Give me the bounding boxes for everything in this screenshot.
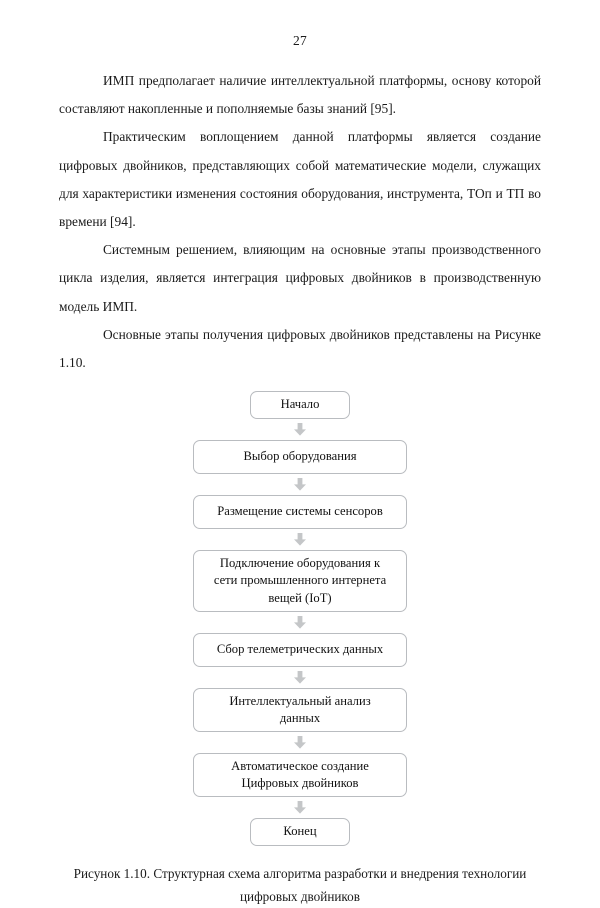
flow-box-select-equipment	[193, 440, 407, 474]
flow-box-connect-iot-label-line3: вещей (IoT)	[268, 590, 332, 605]
body-text-block	[59, 49, 541, 377]
flow-box-connect-iot-label-line2: сети промышленного интернета	[213, 573, 387, 588]
flowchart-node-select-equipment	[59, 440, 541, 474]
flow-box-auto-create-twins	[193, 753, 407, 797]
flow-box-collect-telemetry	[193, 633, 407, 667]
paragraph-2: Практическим воплощением данной платформы является создание цифровых двойников, представляющих собой математические модели, служащих для характеристики изменения состояния оборудования, инструмента, ТОп и ТП во времени [94].	[59, 129, 541, 230]
flow-box-collect-telemetry-label: Сбор телеметрических данных	[216, 642, 384, 657]
figure-caption-line-2: цифровых двойников	[240, 889, 360, 905]
flowchart-node-intelligent-analysis	[59, 688, 541, 732]
flowchart-node-connect-iot	[59, 550, 541, 612]
flowchart-figure	[59, 391, 541, 846]
flowchart-node-place-sensors	[59, 495, 541, 529]
flow-box-auto-create-twins-label-line1: Автоматическое создание	[231, 758, 369, 773]
flow-box-intelligent-analysis-label-line2: данных	[279, 711, 321, 726]
paragraph-1: ИМП предполагает наличие интеллектуальной платформы, основу которой составляют накопленные и пополняемые базы знаний [95].	[59, 73, 541, 117]
flowchart-node-collect-telemetry	[59, 633, 541, 667]
flow-box-start-label: Начало	[280, 397, 320, 412]
flow-box-connect-iot	[193, 550, 407, 612]
paragraph-4: Основные этапы получения цифровых двойников представлены на Рисунке 1.10.	[59, 326, 541, 371]
flow-box-select-equipment-label: Выбор оборудования	[243, 449, 357, 464]
flow-box-auto-create-twins-label-line2: Цифровых двойников	[241, 776, 359, 791]
flow-box-place-sensors	[193, 495, 407, 529]
flowchart-node-end	[59, 818, 541, 846]
arrow-down-icon	[293, 616, 307, 629]
figure-caption-line-1: Рисунок 1.10. Структурная схема алгоритма разработки и внедрения технологии	[73, 866, 527, 882]
flow-box-end	[250, 818, 350, 846]
flow-box-connect-iot-label-line1: Подключение оборудования к	[219, 555, 381, 570]
arrow-down-icon	[293, 478, 307, 491]
flow-box-place-sensors-label: Размещение системы сенсоров	[217, 504, 383, 519]
page-number: 27	[293, 33, 307, 48]
flow-box-intelligent-analysis-label-line1: Интеллектуальный анализ	[229, 693, 371, 708]
paragraph-3: Системным решением, влияющим на основные этапы производственного цикла изделия, является интеграция цифровых двойников в производственную модель ИМП.	[59, 242, 541, 314]
flowchart-node-start	[59, 391, 541, 419]
flow-box-intelligent-analysis	[193, 688, 407, 732]
document-page	[0, 33, 600, 905]
arrow-down-icon	[293, 801, 307, 814]
arrow-down-icon	[293, 423, 307, 436]
arrow-down-icon	[293, 671, 307, 684]
arrow-down-icon	[293, 736, 307, 749]
flow-box-end-label: Конец	[283, 824, 317, 839]
flowchart-node-auto-create-twins	[59, 753, 541, 797]
figure-caption	[59, 862, 541, 908]
arrow-down-icon	[293, 533, 307, 546]
flow-box-start	[250, 391, 350, 419]
